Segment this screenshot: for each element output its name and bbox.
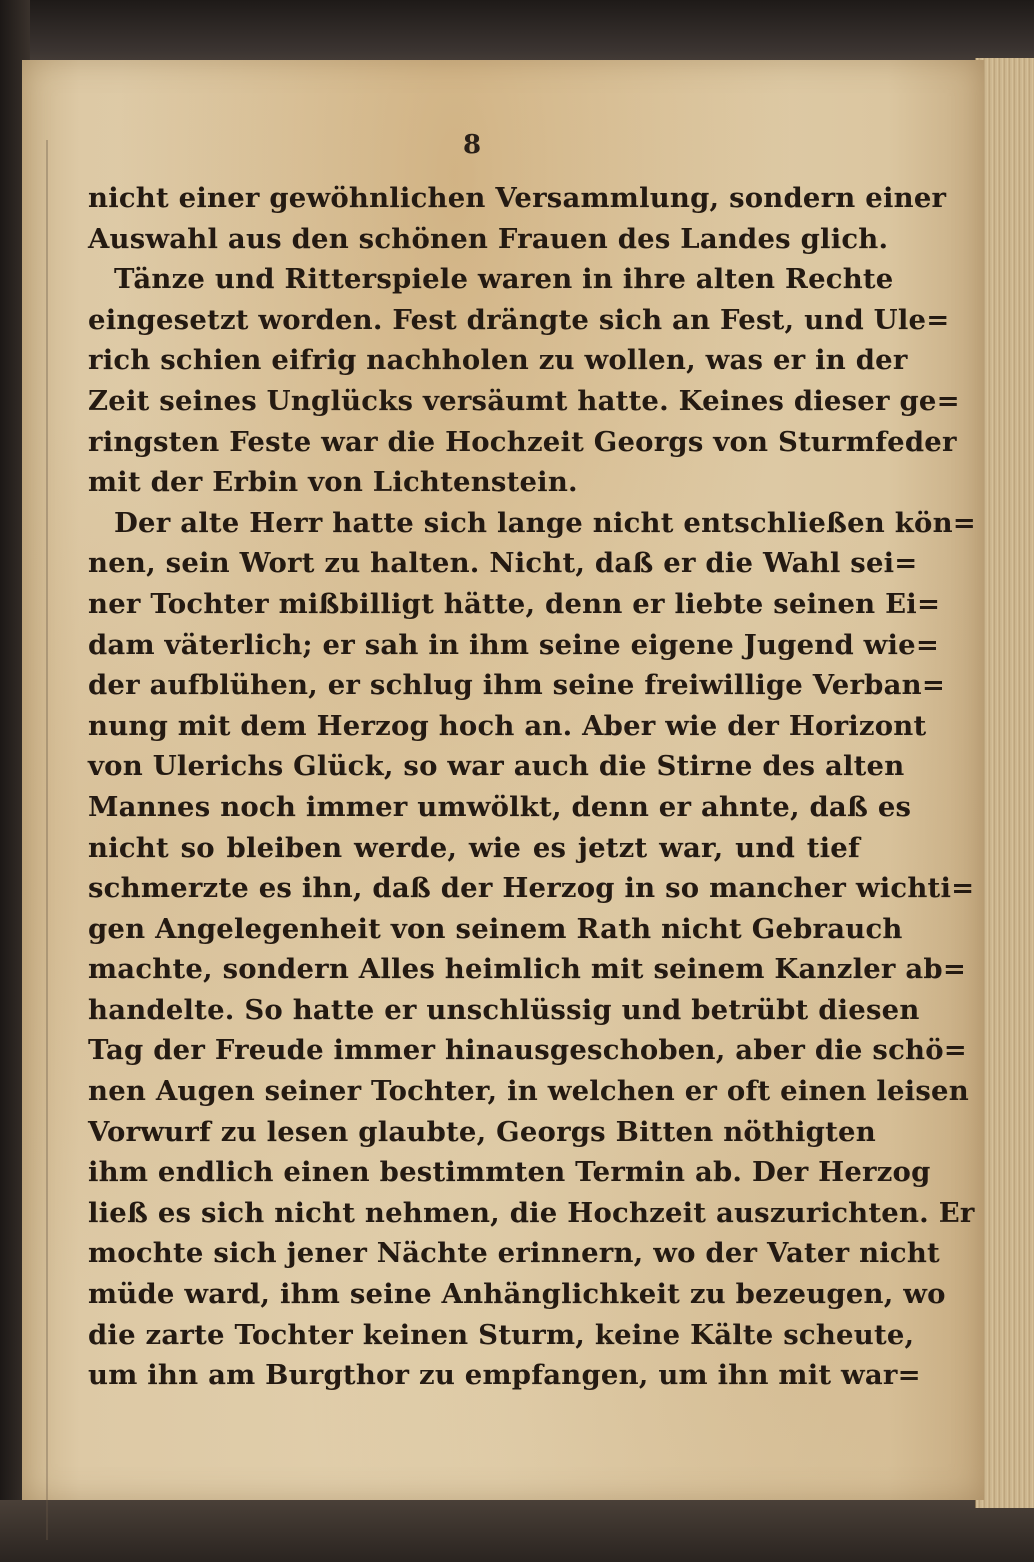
gutter-line	[46, 140, 48, 1540]
text-line: ihm endlich einen bestimmten Termin ab. Der Herzog	[88, 1156, 931, 1189]
text-line: müde ward, ihm seine Anhänglichkeit zu bezeugen, wo	[88, 1278, 946, 1311]
text-line: ließ es sich nicht nehmen, die Hochzeit auszurichten. Er	[88, 1196, 975, 1229]
text-line: mit der Erbin von Lichtenstein.	[88, 466, 578, 499]
page-number: 8	[462, 130, 482, 160]
text-line: dam väterlich; er sah in ihm seine eigene Jugend wie=	[88, 628, 940, 661]
text-line: Vorwurf zu lesen glaubte, Georgs Bitten nöthigten	[88, 1115, 876, 1148]
text-line: um ihn am Burgthor zu empfangen, um ihn mit war=	[88, 1359, 921, 1392]
text-line: Tag der Freude immer hinausgeschoben, aber die schö=	[88, 1034, 967, 1067]
text-line: nung mit dem Herzog hoch an. Aber wie der Horizont	[88, 709, 927, 742]
text-line: rich schien eifrig nachholen zu wollen, was er in der	[88, 344, 908, 377]
text-line: gen Angelegenheit von seinem Rath nicht Gebrauch	[88, 912, 903, 945]
text-line: die zarte Tochter keinen Sturm, keine Kälte scheute,	[88, 1318, 915, 1351]
text-line: Der alte Herr hatte sich lange nicht entschließen kön=	[114, 506, 977, 539]
text-line: schmerzte es ihn, daß der Herzog in so mancher wichti=	[88, 872, 975, 905]
book-cover-bottom	[0, 1500, 1034, 1562]
text-line: mochte sich jener Nächte erinnern, wo der Vater nicht	[88, 1237, 940, 1270]
text-line: Zeit seines Unglücks versäumt hatte. Keines dieser ge=	[88, 384, 960, 417]
text-line: nen Augen seiner Tochter, in welchen er oft einen leisen	[88, 1075, 969, 1108]
text-line: handelte. So hatte er unschlüssig und betrübt diesen	[88, 993, 920, 1026]
text-line: von Ulerichs Glück, so war auch die Stirne des alten	[88, 750, 905, 783]
text-line: Mannes noch immer umwölkt, denn er ahnte, daß es	[88, 790, 912, 823]
text-line: Auswahl aus den schönen Frauen des Landes glich.	[88, 222, 889, 255]
book-page	[22, 60, 984, 1500]
page-text	[88, 178, 977, 1396]
text-line: nicht einer gewöhnlichen Versammlung, sondern einer	[88, 182, 947, 214]
text-line: nicht so bleiben werde, wie es jetzt war, und tief	[88, 831, 860, 864]
text-line: Tänze und Ritterspiele waren in ihre alten Rechte	[114, 263, 894, 296]
text-line: machte, sondern Alles heimlich mit seinem Kanzler ab=	[88, 953, 967, 986]
text-line: nen, sein Wort zu halten. Nicht, daß er die Wahl sei=	[88, 547, 918, 580]
text-line: ner Tochter mißbilligt hätte, denn er liebte seinen Ei=	[88, 587, 941, 620]
text-line: der aufblühen, er schlug ihm seine freiwillige Verban=	[88, 669, 946, 702]
text-line: ringsten Feste war die Hochzeit Georgs von Sturmfeder	[88, 425, 957, 458]
text-line: eingesetzt worden. Fest drängte sich an Fest, und Ule=	[88, 303, 950, 336]
